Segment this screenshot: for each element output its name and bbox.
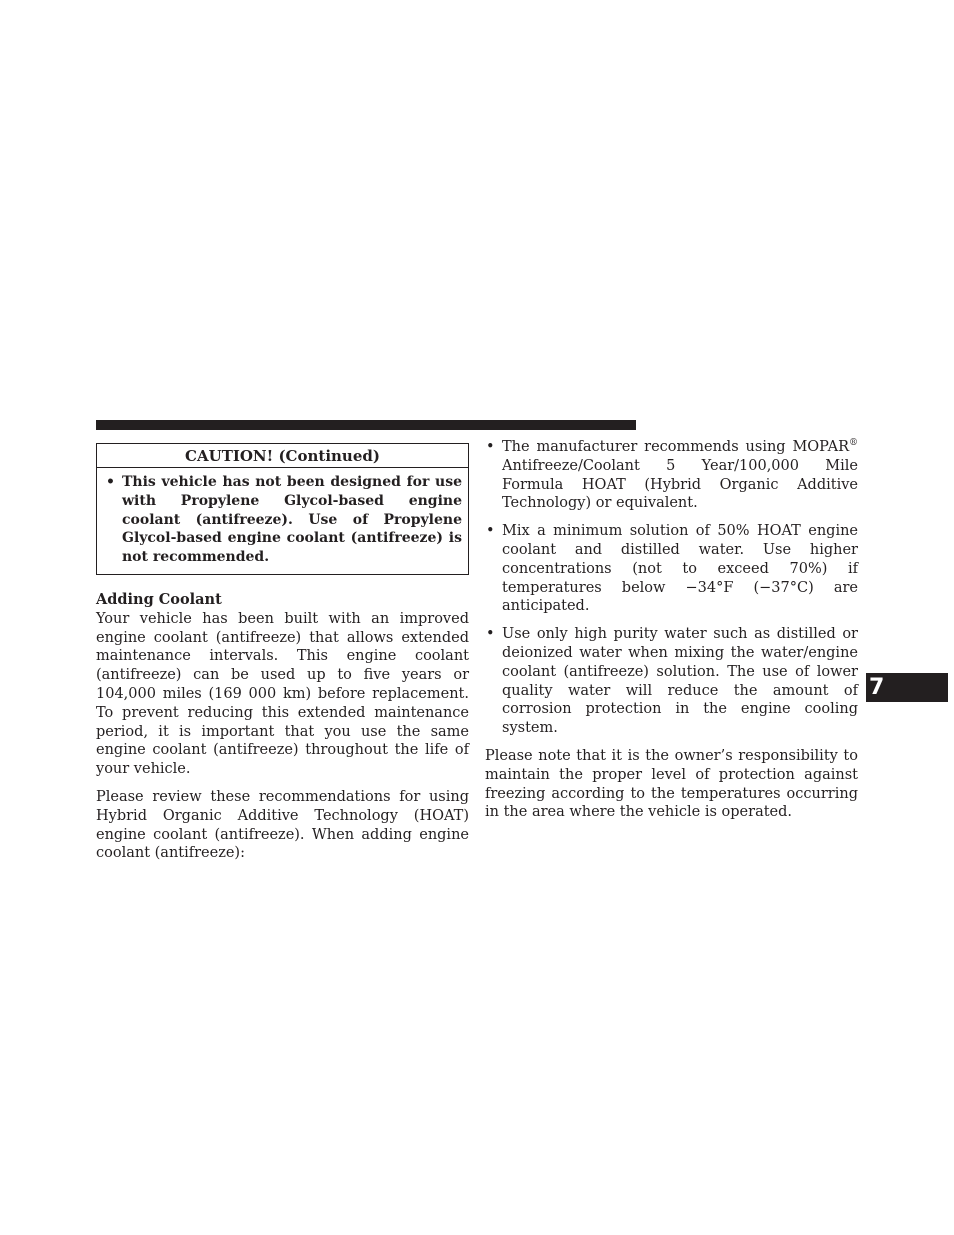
closing-paragraph: Please note that it is the owner’s responsibility to maintain the proper level of protection against freezing according to the temperatures occurring in the area where the vehicle is operated. — [485, 747, 858, 821]
formula-text: Antifreeze/Coolant 5 Year/100,000 Mile Formula HOAT (Hybrid Organic Additive Technology) or equivalent. — [502, 457, 858, 512]
section-tab: 7 — [866, 673, 948, 702]
list-item — [485, 625, 858, 738]
intro-paragraph: Your vehicle has been built with an improved engine coolant (antifreeze) that allows extended maintenance intervals. This engine coolant (antifreeze) can be used up to five years or 104,000 miles (169 000 km) before replacement. To prevent reducing this extended maintenance period, it is important that you use the same engine coolant (antifreeze) throughout the life of your vehicle. — [96, 610, 469, 778]
bullet-icon: • — [486, 523, 495, 540]
mopar-text: The manufacturer recommends using MOPAR — [502, 439, 849, 455]
left-column — [96, 443, 469, 863]
caution-body — [97, 468, 468, 574]
list-item-text: Mix a minimum solution of 50% HOAT engine coolant and distilled water. Use higher concentrations (not to exceed 70%) if temperatures below −34°F (−37°C) are anticipated. — [502, 523, 858, 615]
list-item-text — [502, 438, 858, 513]
caution-box — [96, 443, 469, 575]
list-item — [485, 438, 858, 513]
caution-item-text: This vehicle has not been designed for use with Propylene Glycol-based engine coolant (antifreeze). Use of Propylene Glycol-based engine coolant (antifreeze) is not recommended. — [122, 474, 462, 566]
bullet-icon: • — [106, 474, 115, 490]
list-item — [485, 522, 858, 616]
caution-title: CAUTION! (Continued) — [97, 444, 468, 468]
bullet-icon: • — [486, 626, 495, 643]
list-item-text: Use only high purity water such as distilled or deionized water when mixing the water/engine coolant (antifreeze) solution. The use of lower quality water will reduce the amount of corrosion protection in the engine cooling system. — [502, 626, 858, 737]
bullet-icon: • — [486, 439, 495, 455]
caution-item — [103, 473, 462, 567]
section-heading: Adding Coolant — [96, 590, 222, 608]
header-rule — [96, 420, 636, 430]
review-paragraph: Please review these recommendations for using Hybrid Organic Additive Technology (HOAT) engine coolant (antifreeze). When adding engine coolant (antifreeze): — [96, 788, 469, 862]
right-column — [485, 438, 858, 822]
registered-mark: ® — [849, 438, 858, 449]
